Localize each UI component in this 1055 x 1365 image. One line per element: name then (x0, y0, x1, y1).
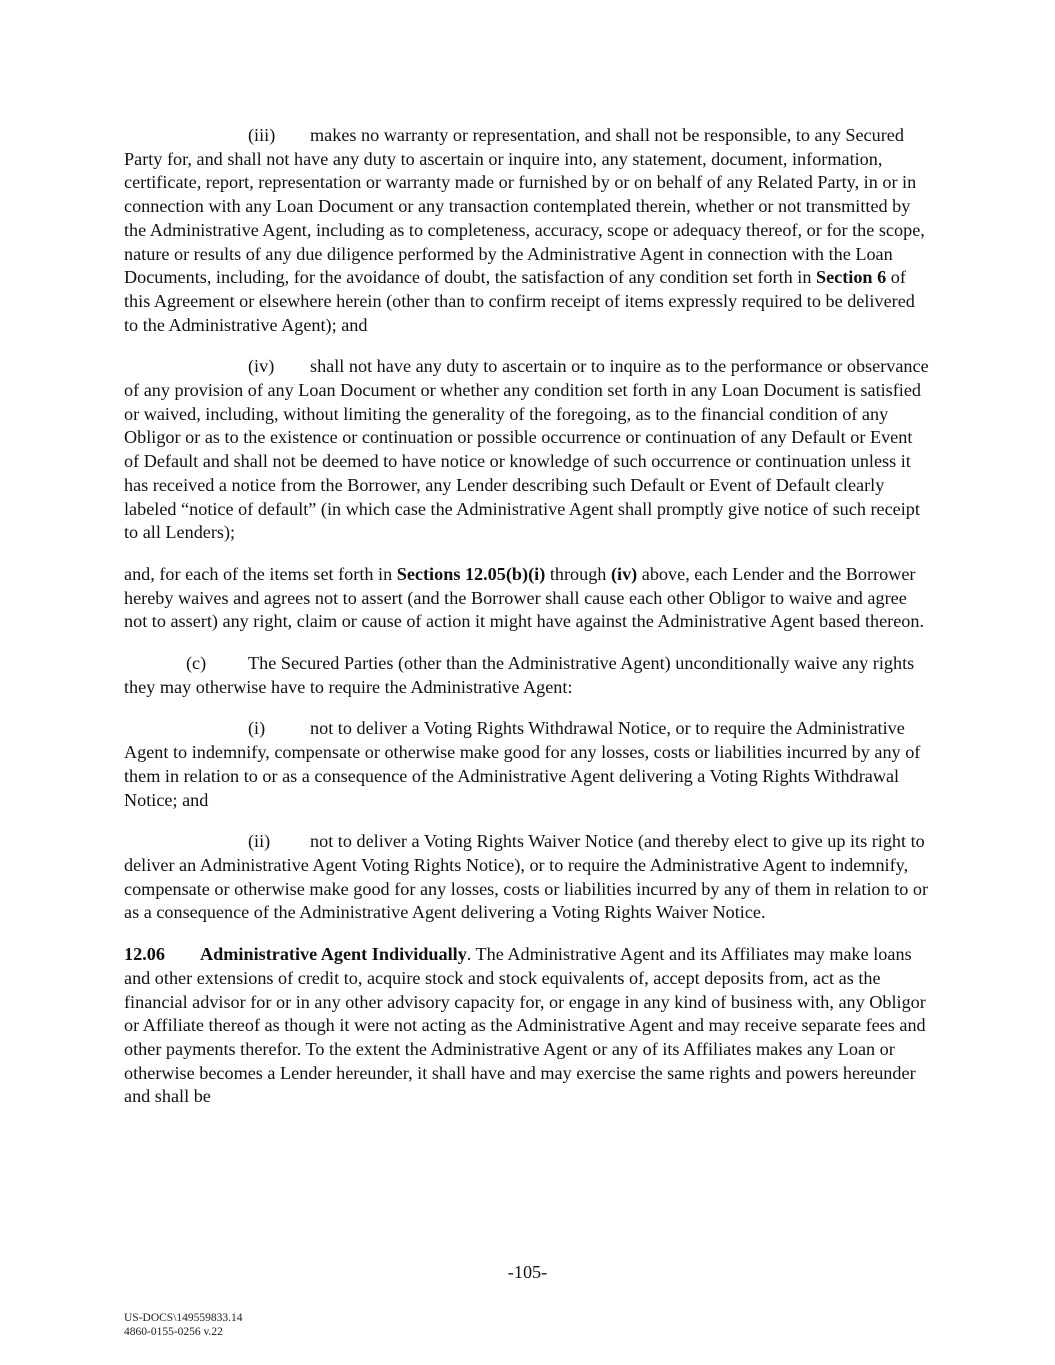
clause-number: (i) (248, 718, 266, 739)
clause-number: (iii) (248, 125, 276, 145)
clause-text: not to deliver a Voting Rights Waiver Notice (and thereby elect to give up its right to deliver an Administrative Agent Voting Rights Notice), or to require the Administrative Agent to indemnify, compensate or otherwise make good for any losses, costs or liabilities incurred by any of them in relation to or as a consequence of the Administrative Agent delivering a Voting Rights Waiver Notice. (124, 831, 929, 923)
paragraph-text: through (545, 563, 611, 584)
clause-text: not to deliver a Voting Rights Withdrawal Notice, or to require the Administrative Agent to indemnify, compensate or otherwise make good for any losses, costs or liabilities incurred by any of them in relation to or as a consequence of the Administrative Agent delivering a Voting Rights Withdrawal Notice; and (124, 718, 921, 810)
document-footer (124, 1311, 243, 1339)
footer-version: 4860-0155-0256 v.22 (124, 1326, 223, 1338)
section-12-06 (124, 943, 929, 1109)
section-number: 12.06 (124, 944, 165, 965)
section-text: . The Administrative Agent and its Affiliates may make loans and other extensions of credit to, acquire stock and stock equivalents of, accept deposits from, act as the financial advisor for or in any other advisory capacity for, or engage in any kind of business with, any Obligor or Affiliate thereof as though it were not acting as the Administrative Agent and may receive separate fees and other payments therefor. To the extent the Administrative Agent or any of its Affiliates makes any Loan or otherwise becomes a Lender hereunder, it shall have and may exercise the same rights and powers hereunder and shall be (124, 944, 926, 1107)
section-reference: (iv) (610, 563, 638, 584)
clause-number: (c) (186, 653, 207, 674)
page-number: -105- (507, 1262, 548, 1282)
clause-text: The Secured Parties (other than the Administrative Agent) unconditionally waive any rights they may otherwise have to require the Administrative Agent: (124, 653, 915, 697)
clause-number: (ii) (248, 831, 271, 852)
section-title: Administrative Agent Individually (200, 944, 467, 965)
document-body (124, 124, 929, 1127)
clause-number: (iv) (248, 356, 275, 377)
footer-doc-id: US-DOCS\149559833.14 (124, 1312, 243, 1324)
clause-iv (124, 355, 929, 545)
clause-iii (124, 124, 929, 337)
paragraph-text: and, for each of the items set forth in (124, 563, 397, 584)
clause-c-ii (124, 830, 929, 925)
section-reference: Sections 12.05(b)(i) (396, 563, 546, 584)
clause-c-i (124, 717, 929, 812)
clause-text: of this Agreement or elsewhere herein (other than to confirm receipt of items expressly required to be delivered to the Administrative Agent); and (124, 267, 915, 335)
waiver-paragraph (124, 563, 929, 634)
clause-c (124, 652, 929, 699)
clause-text: makes no warranty or representation, and shall not be responsible, to any Secured Party for, and shall not have any duty to ascertain or inquire into, any statement, document, information, certificate, report, representation or warranty made or furnished by or on behalf of any Related Party, in or in connection with any Loan Document or any transaction contemplated therein, whether or not transmitted by the Administrative Agent, including as to completeness, accuracy, scope or adequacy thereof, or for the scope, nature or results of any due diligence performed by the Administrative Agent in connection with the Loan Documents, including, for the avoidance of doubt, the satisfaction of any condition set forth in (124, 125, 925, 288)
section-reference: Section 6 (815, 267, 887, 288)
paragraph-text: above, each Lender and the Borrower hereby waives and agrees not to assert (and the Borrower shall cause each other Obligor to waive and agree not to assert) any right, claim or cause of action it might have against the Administrative Agent based thereon. (124, 563, 925, 632)
clause-text: shall not have any duty to ascertain or to inquire as to the performance or observance of any provision of any Loan Document or whether any condition set forth in any Loan Document is satisfied or waived, including, without limiting the generality of the foregoing, as to the financial condition of any Obligor or as to the existence or continuation or possible occurrence or continuation of any Default or Event of Default and shall not be deemed to have notice or knowledge of such occurrence or continuation unless it has received a notice from the Borrower, any Lender describing such Default or Event of Default clearly labeled “notice of default” (in which case the Administrative Agent shall promptly give notice of such receipt to all Lenders); (124, 356, 929, 543)
